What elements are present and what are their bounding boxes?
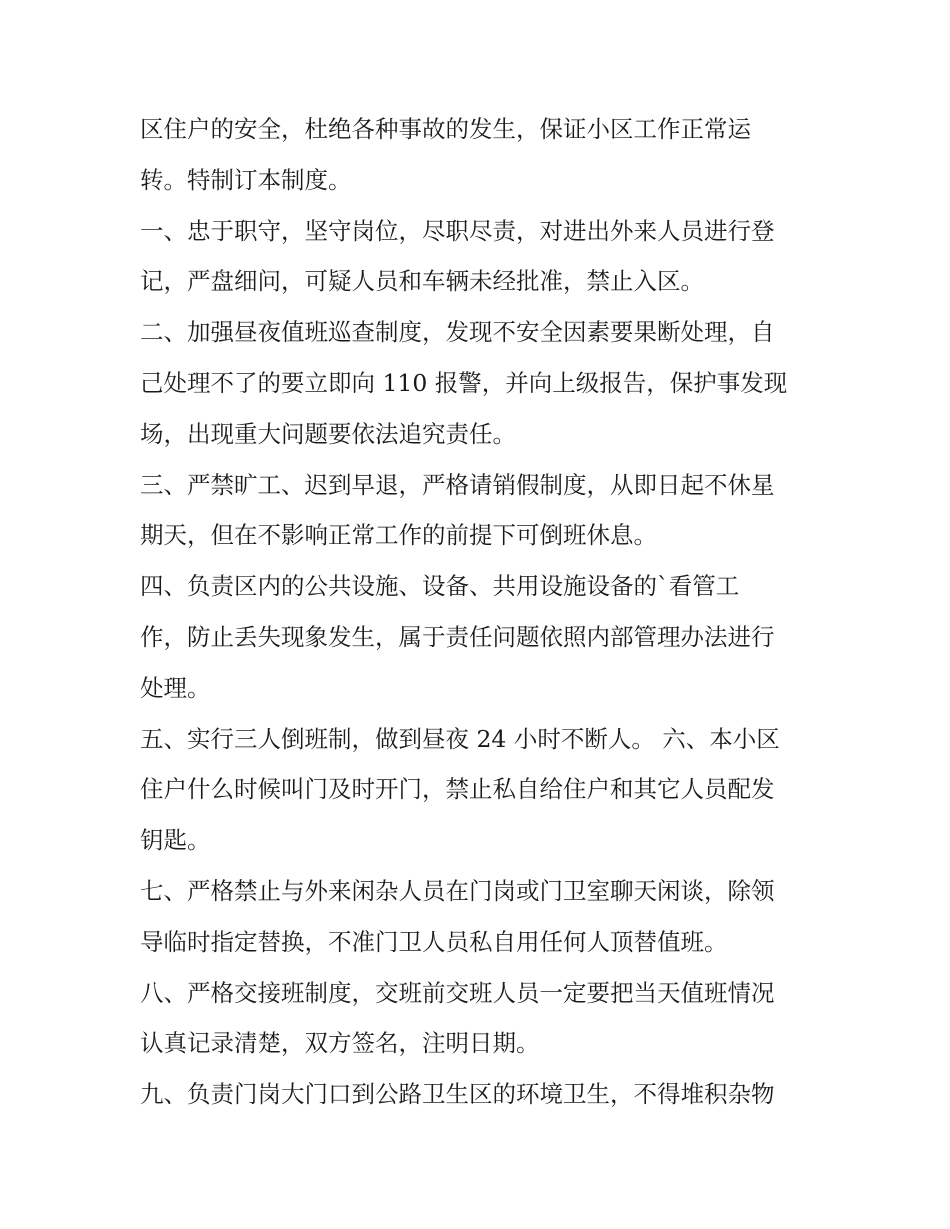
text-line: 作，防止丢失现象发生，属于责任问题依照内部管理办法进行 [140, 622, 775, 651]
text-line: 处理。 [140, 673, 211, 702]
text-line: 场，出现重大问题要依法追究责任。 [140, 419, 516, 448]
text-line: 二、加强昼夜值班巡查制度，发现不安全因素要果断处理，自 [140, 318, 775, 347]
document-body [140, 104, 820, 1120]
text-line: 住户什么时候叫门及时开门，禁止私自给住户和其它人员配发 [140, 775, 775, 804]
text-line: 期天，但在不影响正常工作的前提下可倒班休息。 [140, 521, 657, 550]
text-line: 区住户的安全，杜绝各种事故的发生，保证小区工作正常运 [140, 115, 751, 143]
text-line: 记，严盘细问，可疑人员和车辆未经批准，禁止入区。 [140, 267, 704, 296]
text-line: 七、严格禁止与外来闲杂人员在门岗或门卫室聊天闲谈，除领 [140, 876, 775, 905]
text-line: 八、严格交接班制度，交班前交班人员一定要把当天值班情况 [140, 978, 775, 1007]
text-line: 九、负责门岗大门口到公路卫生区的环境卫生，不得堆积杂物 [140, 1080, 775, 1109]
text-line: 己处理不了的要立即向 110 报警，并向上级报告，保护事发现 [140, 368, 788, 397]
text-line: 三、严禁旷工、迟到早退，严格请销假制度，从即日起不休星 [140, 470, 775, 499]
text-line: 五、实行三人倒班制，做到昼夜 24 小时不断人。 六、本小区 [140, 724, 780, 753]
text-line: 认真记录清楚，双方签名，注明日期。 [140, 1029, 540, 1058]
text-line: 钥匙。 [140, 826, 211, 855]
text-line: 导临时指定替换，不准门卫人员私自用任何人顶替值班。 [140, 927, 728, 956]
text-line: 转。特制订本制度。 [140, 165, 352, 194]
text-line: 四、负责区内的公共设施、设备、共用设施设备的`看管工 [140, 572, 740, 601]
text-line: 一、忠于职守，坚守岗位，尽职尽责，对进出外来人员进行登 [140, 216, 775, 245]
